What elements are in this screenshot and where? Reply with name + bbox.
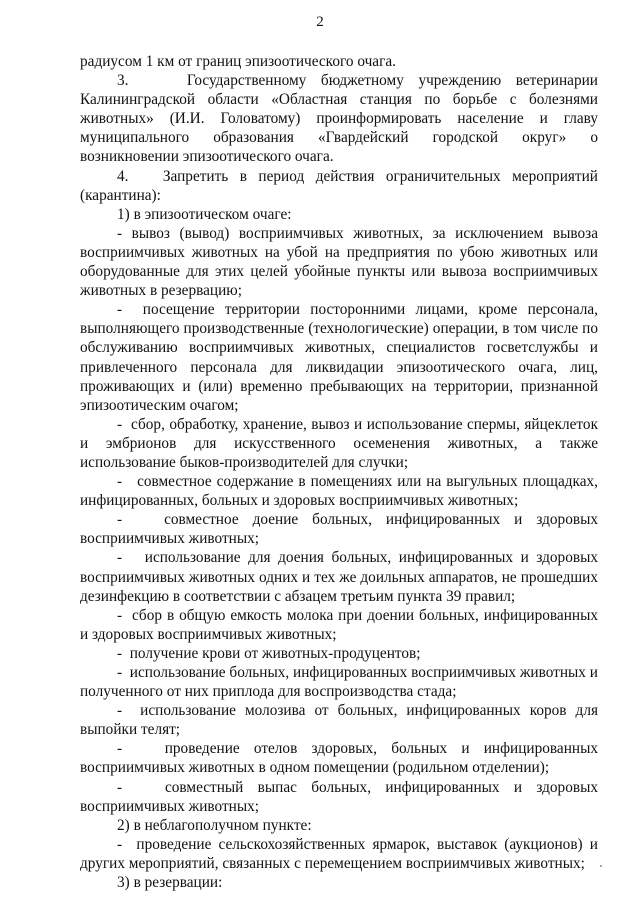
list-item: - совместный выпас больных, инфицированных и здоровых восприимчивых животных;: [80, 778, 598, 815]
subitem-2-heading: 2) в неблагополучном пункте:: [117, 816, 312, 834]
scan-speck: [600, 865, 602, 867]
list-item: - вывоз (вывод) восприимчивых животных, за исключением вывоза восприимчивых животных на убой на предприятия по убою животных или оборудованные для этих целей убойные пункты или вывоза восприимчивых животных в резервацию;: [80, 224, 598, 300]
list-item: - проведение сельскохозяйственных ярмарок, выставок (аукционов) и других мероприятий, связанных с перемещением восприимчивых животных;: [80, 835, 598, 872]
list-item: - использование для доения больных, инфицированных и здоровых восприимчивых животных одних и тех же доильных аппаратов, не прошедших дезинфекцию в соответствии с абзацем третьим пункта 39 правил;: [80, 549, 598, 605]
list-item: - сбор в общую емкость молока при доении больных, инфицированных и здоровых восприимчивых животных;: [80, 606, 598, 643]
subitem-3-heading: 3) в резервации:: [117, 874, 223, 892]
list-item: - посещение территории посторонними лицами, кроме персонала, выполняющего производственные (технологические) операции, в том числе по обслуживанию восприимчивых животных, специалистов госветслужбы и привлеченного персонала для ликвидации эпизоотического очага, лиц, проживающих и (или) временно пребывающих на территории, признанной эпизоотическим очагом;: [80, 301, 598, 414]
list-item: - проведение отелов здоровых, больных и инфицированных восприимчивых животных в одном помещении (родильном отделении);: [80, 740, 598, 777]
subitem-1-heading: 1) в эпизоотическом очаге:: [117, 205, 292, 223]
list-item: - использование молозива от больных, инфицированных коров для выпойки телят;: [80, 702, 598, 739]
paragraph-continuation: радиусом 1 км от границ эпизоотического очага.: [80, 53, 396, 70]
list-item: - совместное доение больных, инфицированных и здоровых восприимчивых животных;: [80, 511, 598, 548]
paragraph-item-3: 3. Государственному бюджетному учреждению ветеринарии Калининградской области «Областная станция по борьбе с болезнями животных» (И.И. Головатому) проинформировать население и главу муниципального образования «Гвардейский городской округ» о возникновении эпизоотического очага.: [80, 72, 598, 166]
list-item: - использование больных, инфицированных восприимчивых животных и полученного от них приплода для воспроизводства стада;: [80, 664, 598, 701]
list-item: - совместное содержание в помещениях или на выгульных площадках, инфицированных, больных и здоровых восприимчивых животных;: [80, 473, 598, 510]
document-body: [80, 52, 598, 892]
list-item: - получение крови от животных-продуцентов;: [117, 644, 421, 662]
page-number: 2: [316, 14, 324, 30]
list-item: - сбор, обработку, хранение, вывоз и использование спермы, яйцеклеток и эмбрионов для искусственного осеменения животных, а также использование быков-производителей для случки;: [80, 415, 598, 471]
paragraph-item-4: 4. Запретить в период действия ограничительных мероприятий (карантина):: [80, 167, 598, 204]
